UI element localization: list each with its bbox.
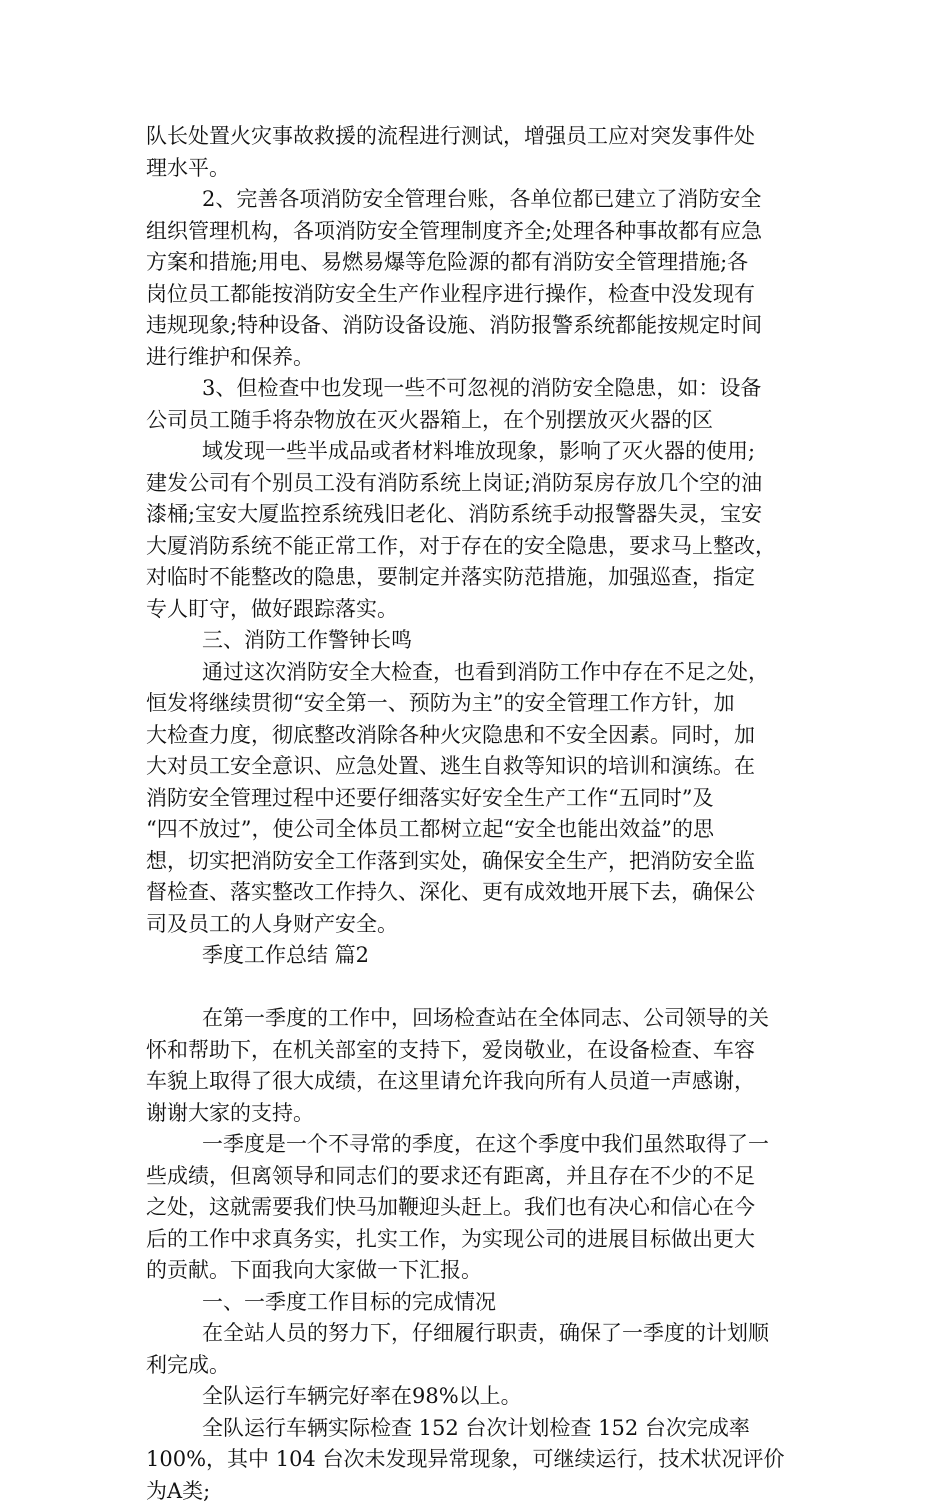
text-line: 在全站人员的努力下，仔细履行职责，确保了一季度的计划顺 [146, 1318, 826, 1350]
text-line: 消防安全管理过程中还要仔细落实好安全生产工作“五同时”及 [146, 783, 826, 815]
text-line: 恒发将继续贯彻“安全第一、预防为主”的安全管理工作方针，加 [146, 688, 826, 720]
text-line: 大厦消防系统不能正常工作，对于存在的安全隐患，要求马上整改， [146, 531, 826, 563]
text-line: 理水平。 [146, 153, 826, 185]
text-line: 大对员工安全意识、应急处置、逃生自救等知识的培训和演练。在 [146, 751, 826, 783]
text-line: 后的工作中求真务实，扎实工作，为实现公司的进展目标做出更大 [146, 1224, 826, 1256]
document-body [146, 121, 826, 1507]
text-line: 之处，这就需要我们快马加鞭迎头赶上。我们也有决心和信心在今 [146, 1192, 826, 1224]
text-line: 司及员工的人身财产安全。 [146, 909, 826, 941]
text-line: 为A类; [146, 1476, 826, 1507]
text-line: 想，切实把消防安全工作落到实处，确保安全生产，把消防安全监 [146, 846, 826, 878]
text-line: 谢谢大家的支持。 [146, 1098, 826, 1130]
text-line: 队长处置火灾事故救援的流程进行测试，增强员工应对突发事件处 [146, 121, 826, 153]
text-line: 三、消防工作警钟长鸣 [146, 625, 826, 657]
text-line: 公司员工随手将杂物放在灭火器箱上，在个别摆放灭火器的区 [146, 405, 826, 437]
text-line: 的贡献。下面我向大家做一下汇报。 [146, 1255, 826, 1287]
text-line: 利完成。 [146, 1350, 826, 1382]
text-line: 督检查、落实整改工作持久、深化、更有成效地开展下去，确保公 [146, 877, 826, 909]
text-line: 域发现一些半成品或者材料堆放现象，影响了灭火器的使用; [146, 436, 826, 468]
text-line: 组织管理机构，各项消防安全管理制度齐全;处理各种事故都有应急 [146, 216, 826, 248]
text-line: 方案和措施;用电、易燃易爆等危险源的都有消防安全管理措施;各 [146, 247, 826, 279]
text-line: 全队运行车辆完好率在98%以上。 [146, 1381, 826, 1413]
text-line: 100%，其中 104 台次未发现异常现象，可继续运行，技术状况评价 [146, 1444, 826, 1476]
text-line: 大检查力度，彻底整改消除各种火灾隐患和不安全因素。同时，加 [146, 720, 826, 752]
text-line: 全队运行车辆实际检查 152 台次计划检查 152 台次完成率 [146, 1413, 826, 1445]
text-line: 车貌上取得了很大成绩，在这里请允许我向所有人员道一声感谢， [146, 1066, 826, 1098]
text-line: 2、完善各项消防安全管理台账，各单位都已建立了消防安全 [146, 184, 826, 216]
text-line: 季度工作总结 篇2 [146, 940, 826, 972]
text-line: 通过这次消防安全大检查，也看到消防工作中存在不足之处， [146, 657, 826, 689]
text-line: 进行维护和保养。 [146, 342, 826, 374]
text-line: 些成绩，但离领导和同志们的要求还有距离，并且存在不少的不足 [146, 1161, 826, 1193]
text-line: 漆桶;宝安大厦监控系统残旧老化、消防系统手动报警器失灵，宝安 [146, 499, 826, 531]
blank-line [146, 972, 826, 1004]
text-line: 在第一季度的工作中，回场检查站在全体同志、公司领导的关 [146, 1003, 826, 1035]
text-line: “四不放过”，使公司全体员工都树立起“安全也能出效益”的思 [146, 814, 826, 846]
text-line: 岗位员工都能按消防安全生产作业程序进行操作，检查中没发现有 [146, 279, 826, 311]
text-line: 专人盯守，做好跟踪落实。 [146, 594, 826, 626]
text-line: 3、但检查中也发现一些不可忽视的消防安全隐患，如：设备 [146, 373, 826, 405]
text-line: 怀和帮助下，在机关部室的支持下，爱岗敬业，在设备检查、车容 [146, 1035, 826, 1067]
text-line: 一季度是一个不寻常的季度，在这个季度中我们虽然取得了一 [146, 1129, 826, 1161]
text-line: 对临时不能整改的隐患，要制定并落实防范措施，加强巡查，指定 [146, 562, 826, 594]
text-line: 违规现象;特种设备、消防设备设施、消防报警系统都能按规定时间 [146, 310, 826, 342]
text-line: 一、一季度工作目标的完成情况 [146, 1287, 826, 1319]
text-line: 建发公司有个别员工没有消防系统上岗证;消防泵房存放几个空的油 [146, 468, 826, 500]
